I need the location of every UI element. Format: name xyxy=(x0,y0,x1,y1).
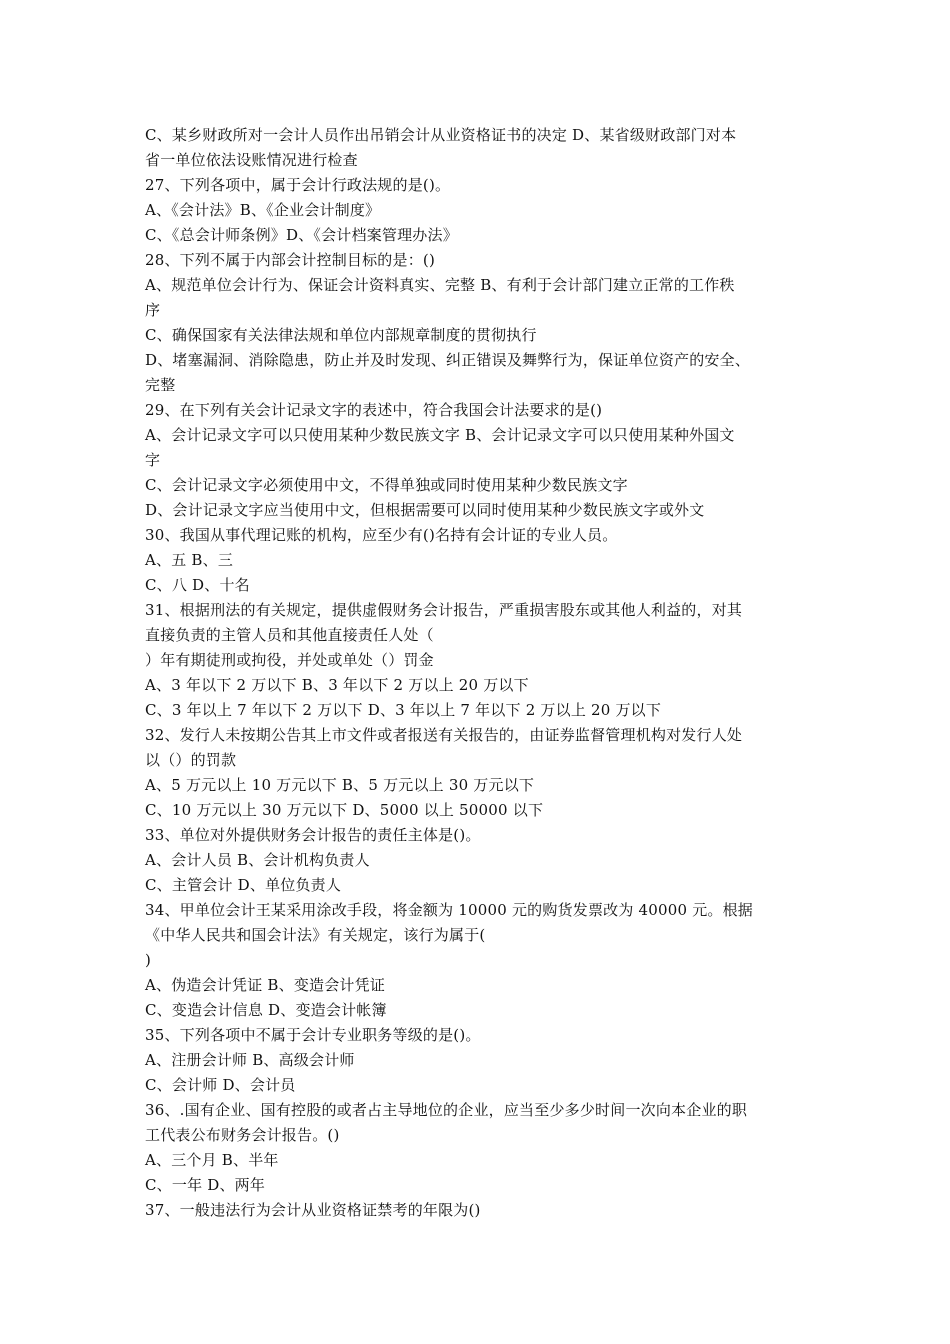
text-line: C、变造会计信息 D、变造会计帐簿 xyxy=(145,1001,387,1019)
text-line: 28、下列不属于内部会计控制目标的是：() xyxy=(145,251,435,269)
text-line: D、堵塞漏洞、消除隐患，防止并及时发现、纠正错误及舞弊行为，保证单位资产的安全、 xyxy=(145,351,751,369)
text-line: 工代表公布财务会计报告。() xyxy=(145,1126,340,1144)
text-line: C、一年 D、两年 xyxy=(145,1176,266,1194)
text-line: 33、单位对外提供财务会计报告的责任主体是()。 xyxy=(145,826,481,844)
text-line: A、五 B、三 xyxy=(145,551,234,569)
text-line: 31、根据刑法的有关规定，提供虚假财务会计报告，严重损害股东或其他人利益的，对其 xyxy=(145,601,743,619)
text-line: A、会计记录文字可以只使用某种少数民族文字 B、会计记录文字可以只使用某种外国文 xyxy=(145,426,735,444)
text-line: A、规范单位会计行为、保证会计资料真实、完整 B、有利于会计部门建立正常的工作秩 xyxy=(145,276,735,294)
text-line: C、会计记录文字必须使用中文，不得单独或同时使用某种少数民族文字 xyxy=(145,476,628,494)
text-line: D、会计记录文字应当使用中文，但根据需要可以同时使用某种少数民族文字或外文 xyxy=(145,501,705,519)
text-line: A、注册会计师 B、高级会计师 xyxy=(145,1051,355,1069)
text-line: 完整 xyxy=(145,376,176,394)
text-line: C、某乡财政所对一会计人员作出吊销会计从业资格证书的决定 D、某省级财政部门对本 xyxy=(145,126,737,144)
text-line: 字 xyxy=(145,451,161,469)
text-line: A、三个月 B、半年 xyxy=(145,1151,279,1169)
text-line: ) xyxy=(145,951,152,969)
text-line: 以（）的罚款 xyxy=(145,751,237,769)
text-line: C、《总会计师条例》D、《会计档案管理办法》 xyxy=(145,226,458,244)
text-line: A、《会计法》B、《企业会计制度》 xyxy=(145,201,381,219)
text-line: A、会计人员 B、会计机构负责人 xyxy=(145,851,370,869)
text-line: C、10 万元以上 30 万元以下 D、5000 以上 50000 以下 xyxy=(145,801,544,819)
text-line: A、3 年以下 2 万以下 B、3 年以下 2 万以上 20 万以下 xyxy=(145,676,529,694)
text-line: C、3 年以上 7 年以下 2 万以下 D、3 年以上 7 年以下 2 万以上 20 万以下 xyxy=(145,701,662,719)
text-line: 29、在下列有关会计记录文字的表述中，符合我国会计法要求的是() xyxy=(145,401,603,419)
text-line: 《中华人民共和国会计法》有关规定，该行为属于( xyxy=(145,926,486,944)
text-line: A、伪造会计凭证 B、变造会计凭证 xyxy=(145,976,386,994)
text-line: C、会计师 D、会计员 xyxy=(145,1076,296,1094)
text-line: A、5 万元以上 10 万元以下 B、5 万元以上 30 万元以下 xyxy=(145,776,535,794)
text-line: ）年有期徒刑或拘役，并处或单处（）罚金 xyxy=(145,651,434,669)
text-line: 36、.国有企业、国有控股的或者占主导地位的企业，应当至少多少时间一次向本企业的职 xyxy=(145,1101,748,1119)
text-line: C、八 D、十名 xyxy=(145,576,250,594)
text-line: C、主管会计 D、单位负责人 xyxy=(145,876,342,894)
text-line: 直接负责的主管人员和其他直接责任人处（ xyxy=(145,626,434,644)
text-line: 序 xyxy=(145,301,161,319)
text-line: 35、下列各项中不属于会计专业职务等级的是()。 xyxy=(145,1026,481,1044)
text-line: 27、下列各项中，属于会计行政法规的是()。 xyxy=(145,176,451,194)
text-line: 34、甲单位会计王某采用涂改手段，将金额为 10000 元的购货发票改为 40000 元。根据 xyxy=(145,901,753,919)
document-body xyxy=(145,123,825,1223)
text-line: C、确保国家有关法律法规和单位内部规章制度的贯彻执行 xyxy=(145,326,537,344)
text-line: 省一单位依法设账情况进行检查 xyxy=(145,151,358,169)
text-line: 37、一般违法行为会计从业资格证禁考的年限为() xyxy=(145,1201,481,1219)
text-line: 32、发行人未按期公告其上市文件或者报送有关报告的，由证券监督管理机构对发行人处 xyxy=(145,726,743,744)
text-line: 30、我国从事代理记账的机构，应至少有()名持有会计证的专业人员。 xyxy=(145,526,618,544)
